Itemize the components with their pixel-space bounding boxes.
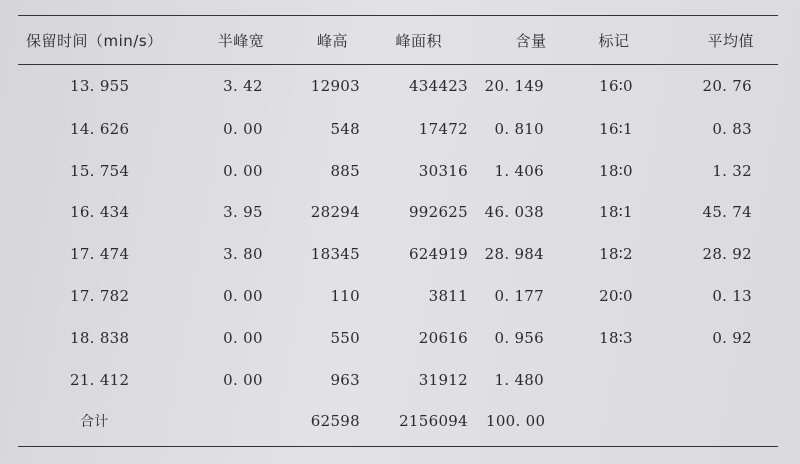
cell-peak-height: 28294 (310, 203, 360, 222)
header-peak-height: 峰高 (316, 31, 348, 50)
cell-retention-time: 18. 838 (70, 328, 130, 347)
total-peak-area: 2156094 (399, 412, 468, 431)
cell-half-peak-width: 3. 42 (223, 77, 263, 95)
header-peak-area: 峰面积 (395, 31, 442, 50)
cell-content: 0. 956 (494, 328, 544, 347)
cell-retention-time: 13. 955 (70, 77, 130, 95)
cell-retention-time: 15. 754 (70, 161, 130, 180)
cell-retention-time: 21. 412 (70, 370, 130, 389)
cell-peak-height: 550 (330, 328, 360, 347)
cell-content: 28. 984 (484, 245, 544, 264)
cell-retention-time: 17. 782 (70, 287, 130, 306)
cell-content: 46. 038 (484, 203, 544, 222)
cell-peak-height: 963 (330, 370, 360, 389)
header-marker: 标记 (598, 31, 630, 50)
cell-average: 0. 83 (712, 119, 752, 138)
total-label: 合计 (80, 414, 109, 431)
cell-marker: 18∶2 (599, 245, 633, 264)
cell-peak-height: 18345 (310, 245, 360, 264)
total-half-peak-width (186, 401, 274, 443)
cell-marker: 18∶1 (599, 203, 633, 222)
cell-average: 28. 92 (702, 245, 752, 264)
cell-peak-area: 30316 (418, 161, 468, 180)
cell-marker: 16∶0 (599, 77, 633, 95)
cell-average: 1. 32 (712, 161, 752, 180)
cell-marker: 18∶3 (599, 328, 633, 347)
table-row (18, 64, 778, 108)
cell-half-peak-width: 0. 00 (223, 287, 263, 306)
total-average (650, 401, 778, 443)
cell-average: 0. 13 (712, 287, 752, 306)
cell-marker (570, 359, 650, 401)
cell-content: 0. 810 (494, 119, 544, 138)
cell-half-peak-width: 0. 00 (223, 161, 263, 180)
table-row (18, 233, 778, 275)
cell-marker: 18∶0 (599, 161, 633, 180)
cell-average: 45. 74 (702, 203, 752, 222)
cell-half-peak-width: 0. 00 (223, 328, 263, 347)
table-bottom-rule (18, 446, 778, 447)
table-row (18, 317, 778, 359)
cell-peak-height: 110 (330, 287, 360, 306)
cell-content: 1. 480 (494, 370, 544, 389)
cell-marker: 20∶0 (599, 287, 633, 306)
cell-marker: 16∶1 (599, 119, 633, 138)
cell-content: 1. 406 (494, 161, 544, 180)
table-row (18, 150, 778, 192)
cell-content: 20. 149 (484, 77, 544, 95)
total-content: 100. 00 (486, 412, 546, 431)
cell-peak-area: 20616 (418, 328, 468, 347)
table-row (18, 275, 778, 317)
cell-content: 0. 177 (494, 287, 544, 306)
cell-peak-area: 3811 (428, 287, 468, 306)
cell-retention-time: 14. 626 (70, 119, 130, 138)
cell-peak-area: 992625 (408, 203, 468, 222)
cell-peak-height: 885 (330, 161, 360, 180)
header-retention-time: 保留时间（min/s） (26, 31, 163, 50)
table-row (18, 192, 778, 234)
cell-half-peak-width: 3. 95 (223, 203, 263, 222)
cell-half-peak-width: 0. 00 (223, 370, 263, 389)
cell-retention-time: 17. 474 (70, 245, 130, 264)
cell-average: 0. 92 (712, 328, 752, 347)
total-peak-height: 62598 (310, 412, 360, 431)
cell-retention-time: 16. 434 (70, 203, 130, 222)
header-half-peak-width: 半峰宽 (217, 31, 265, 50)
cell-half-peak-width: 3. 80 (223, 245, 263, 264)
cell-peak-height: 548 (330, 119, 360, 138)
cell-peak-area: 434423 (408, 77, 468, 95)
chromatography-results-table (18, 16, 778, 442)
cell-average: 20. 76 (702, 77, 752, 95)
cell-average (650, 359, 778, 401)
cell-peak-height: 12903 (310, 77, 360, 95)
cell-peak-area: 624919 (408, 245, 468, 264)
cell-peak-area: 31912 (418, 370, 468, 389)
cell-peak-area: 17472 (418, 119, 468, 138)
header-content: 含量 (515, 31, 547, 50)
table-row (18, 359, 778, 401)
header-average: 平均值 (707, 31, 754, 50)
table-total-row (18, 401, 778, 443)
table-header-row (18, 16, 778, 64)
table-body (18, 64, 778, 442)
total-marker (570, 401, 650, 443)
cell-half-peak-width: 0. 00 (223, 119, 263, 138)
table-row (18, 108, 778, 150)
